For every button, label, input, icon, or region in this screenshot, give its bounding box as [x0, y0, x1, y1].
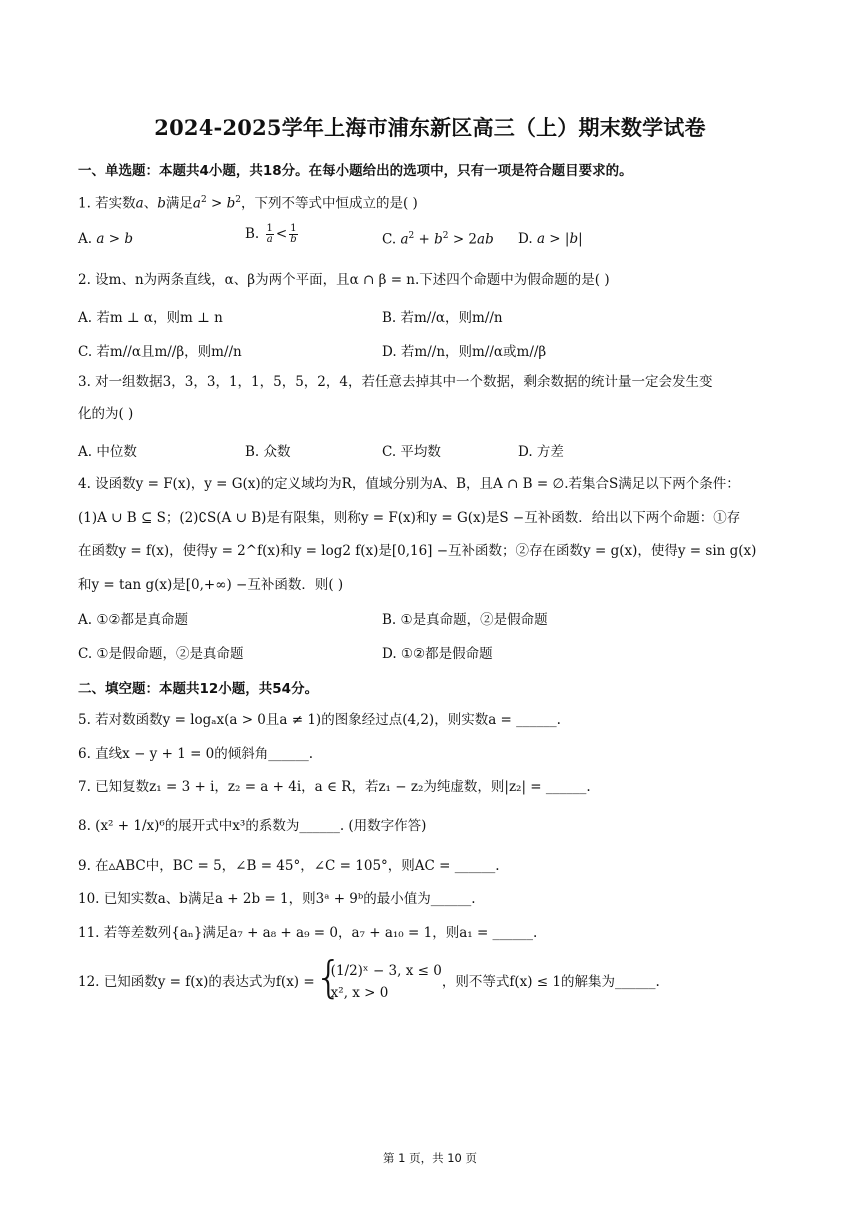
question-1-option-d[interactable]: D. a > |b|	[518, 231, 583, 247]
question-10: 10. 已知实数a、b满足a + 2b = 1，则3ᵃ + 9ᵇ的最小值为______.	[78, 891, 476, 907]
question-4-option-d[interactable]: D. ①②都是假命题	[382, 646, 493, 662]
question-1-option-b[interactable]: B. $\frac{1}{a}$ < $\frac{1}{b}$	[245, 223, 297, 245]
question-4-option-b[interactable]: B. ①是真命题，②是假命题	[382, 612, 548, 628]
question-4-line3: 在函数y = f(x)，使得y = 2^f(x)和y = log2 f(x)是[0,16] −互补函数；②存在函数y = g(x)，使得y = sin g(x)	[78, 543, 757, 559]
question-2-option-a[interactable]: A. 若m ⊥ α，则m ⊥ n	[78, 310, 223, 326]
section-fill-blank: 二、填空题：本题共12小题，共54分。	[78, 681, 319, 697]
question-2-option-b[interactable]: B. 若m//α，则m//n	[382, 310, 503, 326]
question-9: 9. 在▵ABC中，BC = 5，∠B = 45°，∠C = 105°，则AC = ______.	[78, 858, 500, 874]
question-1-stem: 1. 若实数a、b满足$a^2 > b^2$，下列不等式中恒成立的是( )	[78, 195, 418, 212]
question-7: 7. 已知复数z₁ = 3 + i，z₂ = a + 4i，a ∈ R，若z₁ − z₂为纯虚数，则|z₂| = ______.	[78, 779, 591, 795]
question-4-option-a[interactable]: A. ①②都是真命题	[78, 612, 189, 628]
question-2-option-c[interactable]: C. 若m//α且m//β，则m//n	[78, 344, 242, 360]
section-single-choice: 一、单选题：本题共4小题，共18分。在每小题给出的选项中，只有一项是符合题目要求的。	[78, 163, 633, 179]
question-8: 8. (x² + 1/x)⁶的展开式中x³的系数为______. (用数字作答)	[78, 818, 427, 834]
question-2-option-d[interactable]: D. 若m//n，则m//α或m//β	[382, 344, 547, 360]
question-3-option-a[interactable]: A. 中位数	[78, 444, 137, 460]
question-3-option-b[interactable]: B. 众数	[245, 444, 291, 460]
question-3-stem-line1: 3. 对一组数据3，3，3，1，1，5，5，2，4，若任意去掉其中一个数据，剩余数据的统计量一定会发生变	[78, 374, 713, 390]
question-4-line4: 和y = tan g(x)是[0,+∞) −互补函数．则( )	[78, 577, 344, 593]
question-2-stem: 2. 设m、n为两条直线，α、β为两个平面，且α ∩ β = n.下述四个命题中为假命题的是( )	[78, 272, 610, 288]
question-3-stem-line2: 化的为( )	[78, 406, 134, 422]
question-3-option-d[interactable]: D. 方差	[518, 444, 564, 460]
question-4-line1: 4. 设函数y = F(x)，y = G(x)的定义域均为R，值域分别为A、B，且A ∩ B = ∅.若集合S满足以下两个条件：	[78, 476, 740, 492]
page-footer: 第 1 页，共 10 页	[382, 1151, 478, 1165]
page-title: 2024-2025学年上海市浦东新区高三（上）期末数学试卷	[154, 115, 706, 140]
question-5: 5. 若对数函数y = logₐx(a > 0且a ≠ 1)的图象经过点(4,2)，则实数a = ______.	[78, 712, 561, 728]
question-11: 11. 若等差数列{aₙ}满足a₇ + a₈ + a₉ = 0，a₇ + a₁₀ = 1，则a₁ = ______.	[78, 925, 538, 941]
question-12: 12. 已知函数y = f(x)的表达式为f(x) = { (1/2)ˣ − 3, x ≤ 0 x², x > 0 ，则不等式f(x) ≤ 1的解集为______.	[78, 952, 660, 1003]
question-4-line2: (1)A ∪ B ⊆ S；(2)∁S(A ∪ B)是有限集，则称y = F(x)和y = G(x)是S −互补函数．给出以下两个命题：①存	[78, 510, 741, 526]
question-1-option-a[interactable]: A. a > b	[78, 231, 133, 247]
question-6: 6. 直线x − y + 1 = 0的倾斜角______.	[78, 746, 314, 762]
question-3-option-c[interactable]: C. 平均数	[382, 444, 441, 460]
piecewise-definition: { (1/2)ˣ − 3, x ≤ 0 x², x > 0	[314, 952, 442, 1003]
question-4-option-c[interactable]: C. ①是假命题，②是真命题	[78, 646, 244, 662]
question-1-option-c[interactable]: C. $a^2 + b^2 > 2ab$	[382, 231, 494, 248]
